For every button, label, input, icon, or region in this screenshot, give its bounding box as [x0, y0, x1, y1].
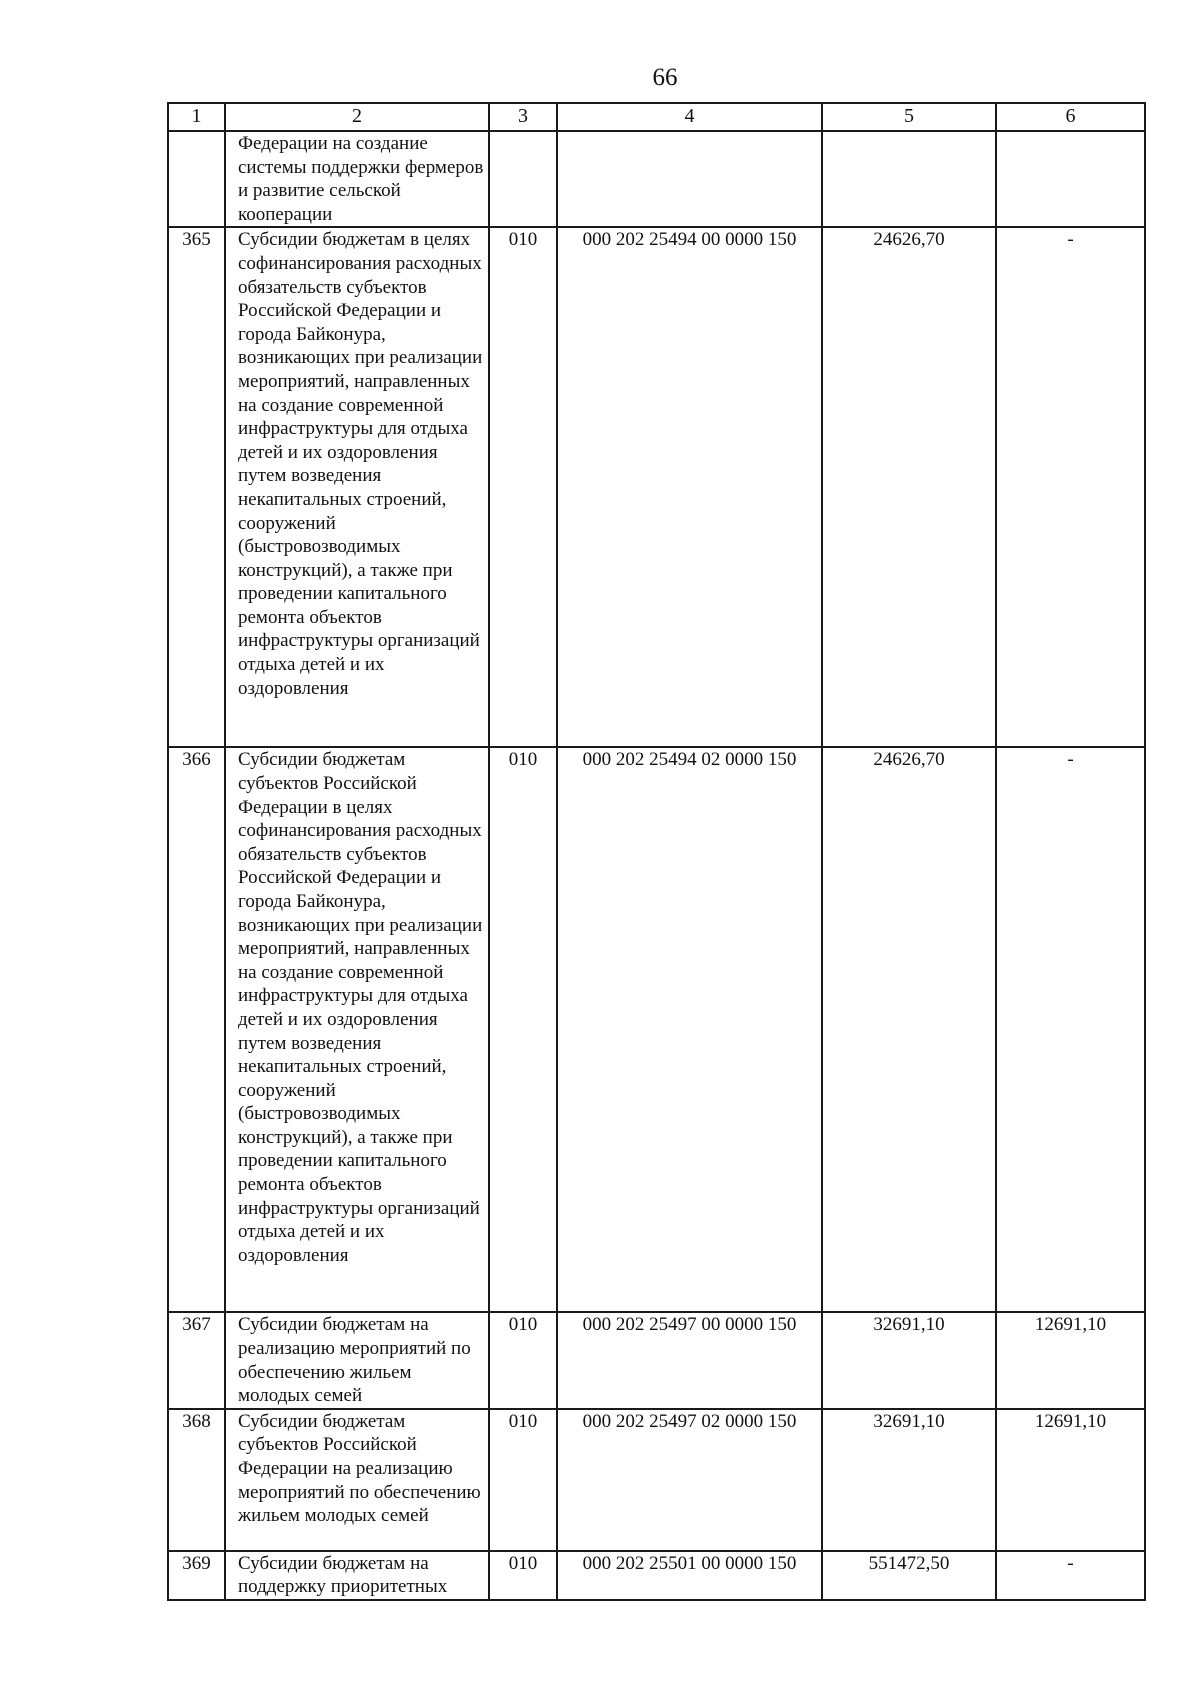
column-header: 3 — [489, 103, 557, 131]
column-header: 5 — [822, 103, 996, 131]
column-header: 1 — [168, 103, 225, 131]
row-admin-code — [489, 131, 557, 227]
row-budget-code: 000 202 25497 02 0000 150 — [557, 1409, 822, 1551]
table-row — [168, 1409, 1145, 1551]
row-admin-code: 010 — [489, 1312, 557, 1408]
row-budget-code: 000 202 25501 00 0000 150 — [557, 1551, 822, 1600]
row-number — [168, 131, 225, 227]
row-amount-col6: - — [996, 227, 1145, 747]
row-budget-code: 000 202 25494 02 0000 150 — [557, 747, 822, 1312]
row-budget-code: 000 202 25494 00 0000 150 — [557, 227, 822, 747]
row-number: 368 — [168, 1409, 225, 1551]
row-admin-code: 010 — [489, 1409, 557, 1551]
row-number: 367 — [168, 1312, 225, 1408]
row-description: Субсидии бюджетам на реализацию мероприятий по обеспечению жильем молодых семей — [225, 1312, 489, 1408]
row-amount-col6 — [996, 131, 1145, 227]
page-number: 66 — [652, 64, 678, 91]
row-amount-col6: - — [996, 1551, 1145, 1600]
column-header: 2 — [225, 103, 489, 131]
row-budget-code: 000 202 25497 00 0000 150 — [557, 1312, 822, 1408]
row-description: Субсидии бюджетам субъектов Российской Федерации на реализацию мероприятий по обеспечению жильем молодых семей — [225, 1409, 489, 1551]
row-amount-col5: 24626,70 — [822, 747, 996, 1312]
row-admin-code: 010 — [489, 1551, 557, 1600]
table-row — [168, 747, 1145, 1312]
table-row — [168, 227, 1145, 747]
row-amount-col6: 12691,10 — [996, 1409, 1145, 1551]
row-amount-col5: 24626,70 — [822, 227, 996, 747]
budget-table — [167, 102, 1146, 1601]
row-budget-code — [557, 131, 822, 227]
table-row — [168, 1312, 1145, 1408]
row-amount-col5: 32691,10 — [822, 1312, 996, 1408]
row-number: 366 — [168, 747, 225, 1312]
row-number: 369 — [168, 1551, 225, 1600]
table-row — [168, 1551, 1145, 1600]
row-description: Федерации на создание системы поддержки фермеров и развитие сельской кооперации — [225, 131, 489, 227]
table-header-row — [168, 103, 1145, 131]
row-amount-col5: 551472,50 — [822, 1551, 996, 1600]
row-description: Субсидии бюджетам на поддержку приоритетных — [225, 1551, 489, 1600]
table-row — [168, 131, 1145, 227]
row-admin-code: 010 — [489, 747, 557, 1312]
row-description: Субсидии бюджетам субъектов Российской Федерации в целях софинансирования расходных обязательств субъектов Российской Федерации и города Байконура, возникающих при реализации мероприятий, направленных на создание современной инфраструктуры для отдыха детей и их оздоровления путем возведения некапитальных строений, сооружений (быстровозводимых конструкций), а также при проведении капитального ремонта объектов инфраструктуры организаций отдыха детей и их оздоровления — [225, 747, 489, 1312]
row-number: 365 — [168, 227, 225, 747]
row-admin-code: 010 — [489, 227, 557, 747]
row-amount-col5: 32691,10 — [822, 1409, 996, 1551]
row-amount-col6: - — [996, 747, 1145, 1312]
row-description: Субсидии бюджетам в целях софинансирования расходных обязательств субъектов Российской Федерации и города Байконура, возникающих при реализации мероприятий, направленных на создание современной инфраструктуры для отдыха детей и их оздоровления путем возведения некапитальных строений, сооружений (быстровозводимых конструкций), а также при проведении капитального ремонта объектов инфраструктуры организаций отдыха детей и их оздоровления — [225, 227, 489, 747]
row-amount-col5 — [822, 131, 996, 227]
column-header: 4 — [557, 103, 822, 131]
column-header: 6 — [996, 103, 1145, 131]
row-amount-col6: 12691,10 — [996, 1312, 1145, 1408]
